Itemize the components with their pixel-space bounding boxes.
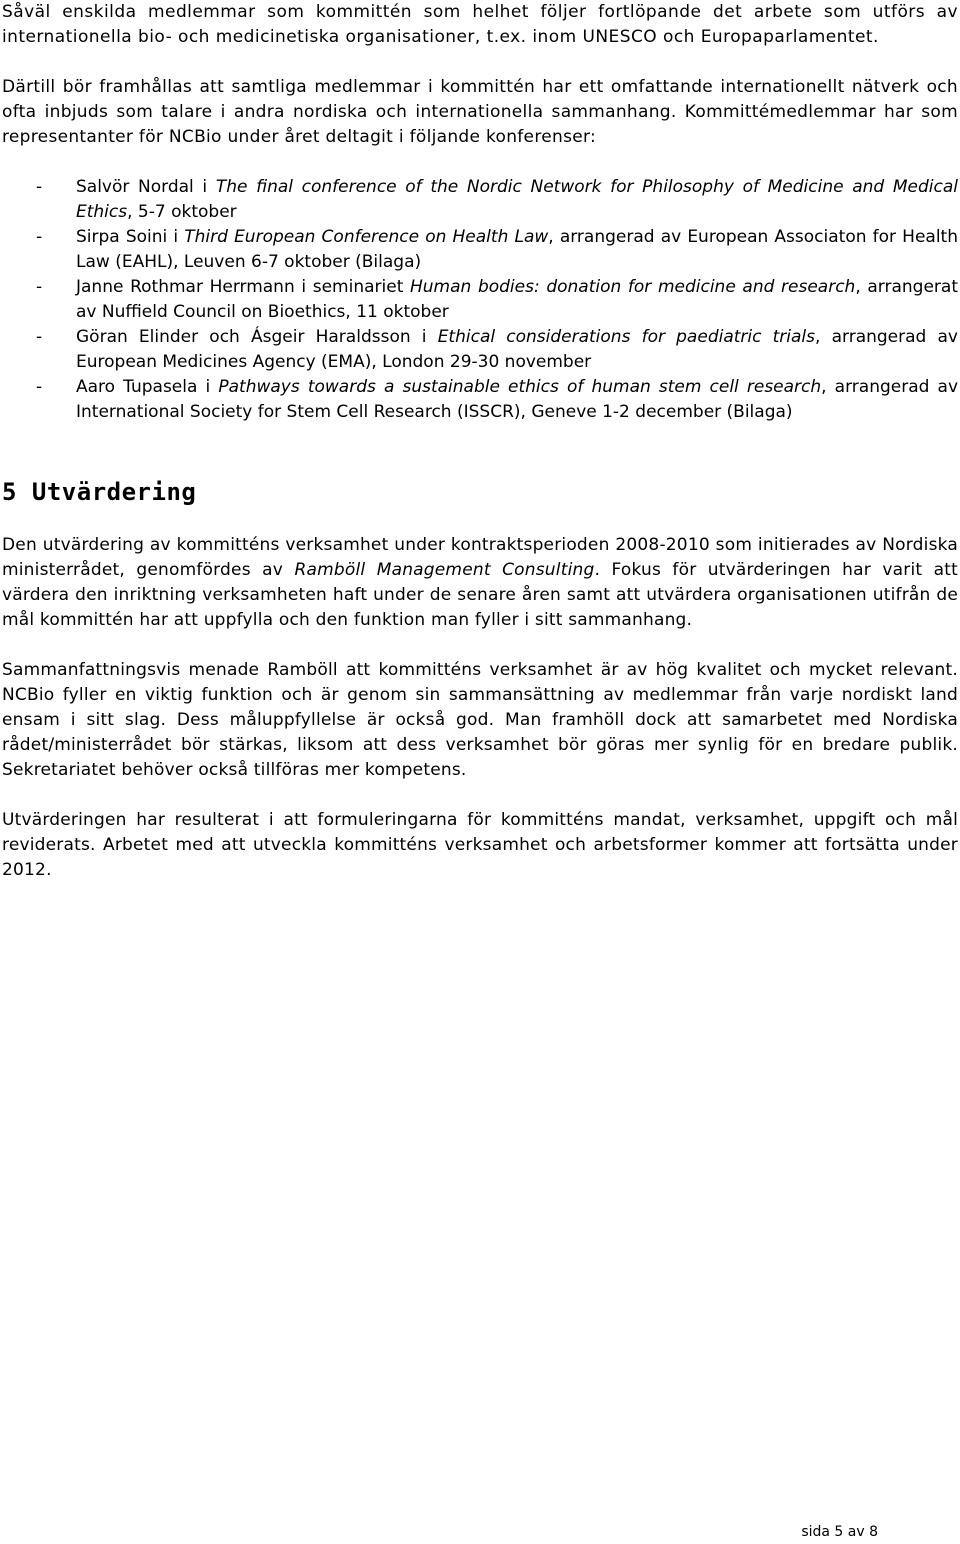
document-page xyxy=(2,0,958,883)
list-dash: - xyxy=(36,277,43,297)
evaluation-paragraph-1 xyxy=(2,533,958,633)
conference-title: Ethical considerations for paediatric trials xyxy=(437,327,816,347)
section-heading: 5 Utvärdering xyxy=(2,478,197,506)
conference-attendee: Aaro Tupasela i xyxy=(76,377,219,397)
conference-title: Pathways towards a sustainable ethics of human stem cell research xyxy=(218,377,822,397)
intro-paragraph: Såväl enskilda medlemmar som kommittén som helhet följer fortlöpande det arbete som utförs av internationella bio- och medicinetiska organisationer, t.ex. inom UNESCO och Europaparlamentet. xyxy=(2,2,958,47)
list-dash: - xyxy=(36,227,43,247)
conference-details: , arrangerat av Nuffield Council on Bioethics, 11 oktober xyxy=(76,277,958,322)
consultant-name: Ramböll Management Consulting xyxy=(294,560,595,580)
network-paragraph: Därtill bör framhållas att samtliga medlemmar i kommittén har ett omfattande internationellt nätverk och ofta inbjuds som talare i andra nordiska och internationella sammanhang. Kommittémedlemmar har som representanter för NCBio under året deltagit i följande konferenser: xyxy=(2,77,958,147)
evaluation-paragraph-3: Utvärderingen har resulterat i att formuleringarna för kommitténs mandat, verksamhet, uppgift och mål reviderats. Arbetet med att utveckla kommitténs verksamhet och arbetsformer kommer att fortsätta under 2012. xyxy=(2,810,958,880)
conference-details: , arrangerad av European Medicines Agency (EMA), London 29-30 november xyxy=(76,327,958,372)
evaluation-paragraph-2: Sammanfattningsvis menade Ramböll att kommitténs verksamhet är av hög kvalitet och mycket relevant. NCBio fyller en viktig funktion och är genom sin sammansättning av medlemmar från varje nordiskt land ensam i sitt slag. Dess måluppfyllelse är också god. Man framhöll dock att samarbetet med Nordiska rådet/ministerrådet bör stärkas, liksom att dess verksamhet bör göras mer synlig för en bredare publik. Sekretariatet behöver också tillföras mer kompetens. xyxy=(2,660,958,780)
conference-attendee: Sirpa Soini i xyxy=(76,227,185,247)
conference-item xyxy=(2,175,958,225)
list-dash: - xyxy=(36,327,43,347)
conference-item xyxy=(2,275,958,325)
conference-item xyxy=(2,325,958,375)
list-dash: - xyxy=(36,377,43,397)
page-number: sida 5 av 8 xyxy=(801,1524,878,1540)
conference-attendee: Göran Elinder och Ásgeir Haraldsson i xyxy=(76,327,438,347)
conference-item xyxy=(2,375,958,425)
conference-attendee: Salvör Nordal i xyxy=(76,177,216,197)
conference-details: , arrangerad av European Associaton for Health Law (EAHL), Leuven 6-7 oktober (Bilaga) xyxy=(76,227,958,272)
conference-list xyxy=(2,175,958,425)
conference-attendee: Janne Rothmar Herrmann i seminariet xyxy=(76,277,410,297)
evaluation-text: Den utvärdering av kommitténs verksamhet under kontraktsperioden 2008-2010 som initierades av Nordiska ministerrådet, genomfördes av xyxy=(2,535,958,580)
conference-details: , 5-7 oktober xyxy=(127,202,237,222)
conference-title: Human bodies: donation for medicine and research xyxy=(410,277,856,297)
conference-title: Third European Conference on Health Law xyxy=(184,227,549,247)
conference-details: , arrangerad av International Society for Stem Cell Research (ISSCR), Geneve 1-2 december (Bilaga) xyxy=(76,377,959,422)
list-dash: - xyxy=(36,177,43,197)
conference-title: The final conference of the Nordic Network for Philosophy of Medicine and Medical Ethics xyxy=(76,177,958,222)
conference-item xyxy=(2,225,958,275)
evaluation-text-continued: . Fokus för utvärderingen har varit att värdera den inriktning verksamheten haft under de senare åren samt att utvärdera organisationen utifrån de mål kommittén har att uppfylla och den funktion man fyller i sitt sammanhang. xyxy=(2,560,958,630)
